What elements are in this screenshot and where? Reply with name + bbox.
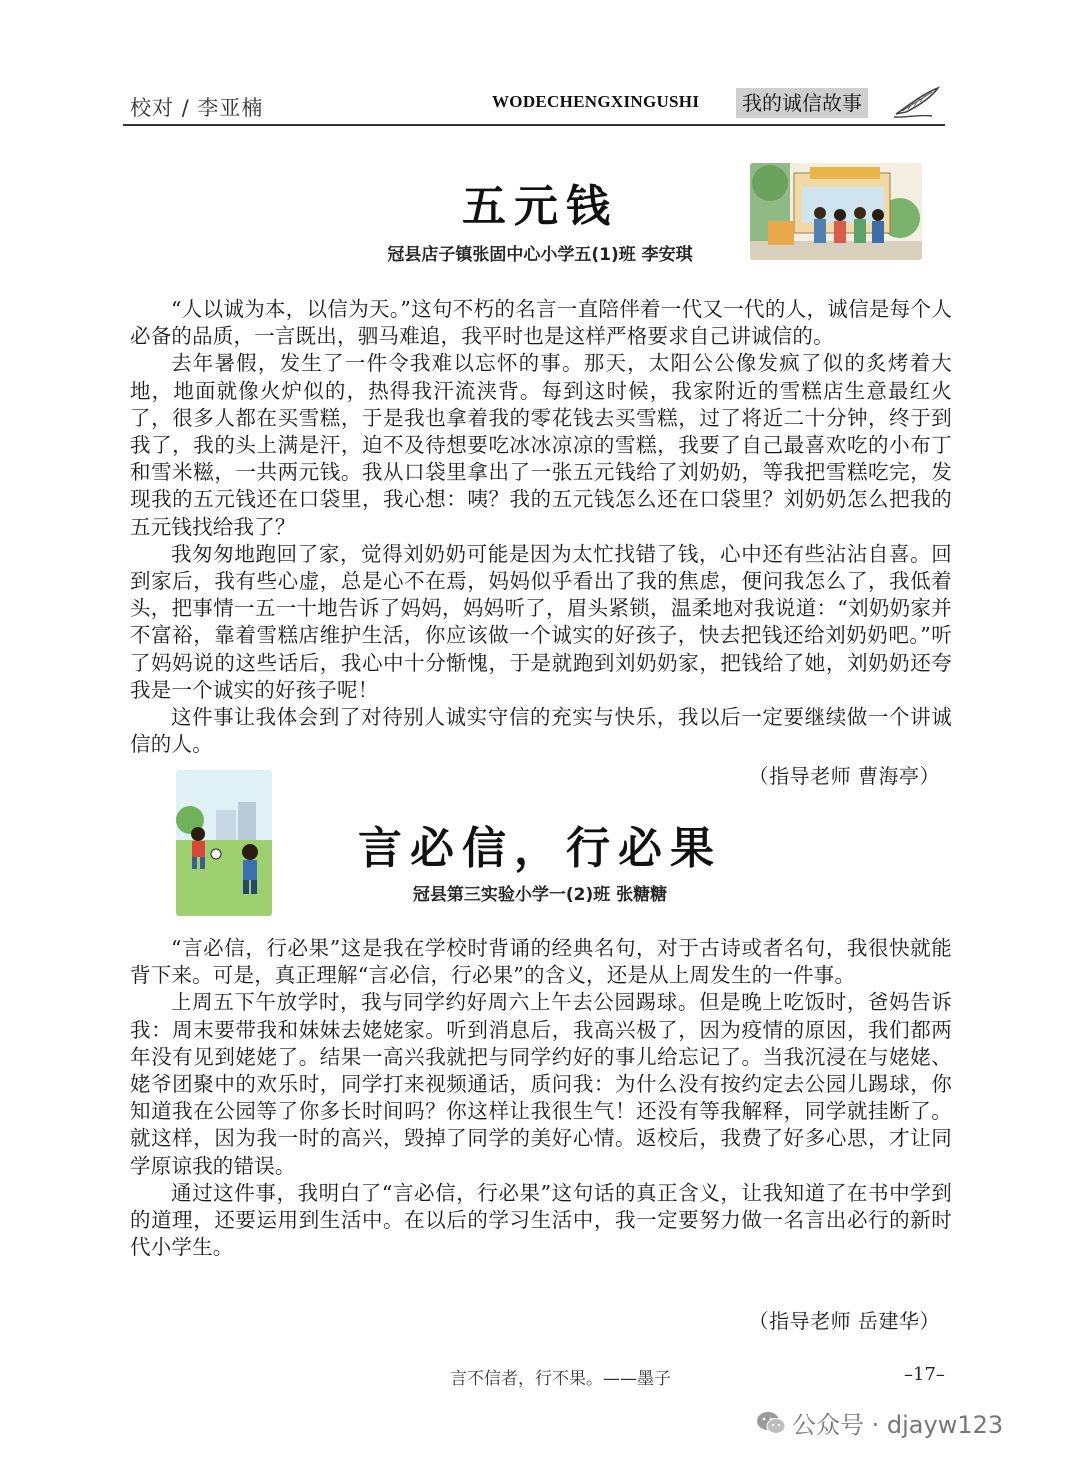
column-pinyin-title: WODECHENGXINGUSHI [492,92,700,111]
article-1-title: 五元钱 [462,181,618,232]
article-2-paragraph: 上周五下午放学时，我与同学约好周六上午去公园踢球。但是晚上吃饭时，爸妈告诉我：周末要带我和妹妹去姥姥家。听到消息后，我高兴极了，因为疫情的原因，我们都两年没有见到姥姥了。结果一高兴我就把与同学约好的事儿给忘记了。当我沉浸在与姥姥、姥爷团聚中的欢乐时，同学打来视频通话，质问我：为什么没有按约定去公园儿踢球，你知道我在公园等了你多长时间吗？你这样让我很生气！还没有等我解释，同学就挂断了。就这样，因为我一时的高兴，毁掉了同学的美好心情。返校后，我费了好多心思，才让同学原谅我的错误。 [130,990,952,1178]
footer-quote: 言不信者，行不果。——墨子 [450,1369,671,1389]
quill-pen-icon [892,84,942,120]
article-1-paragraph: “人以诚为本，以信为天。”这句不朽的名言一直陪伴着一代又一代的人，诚信是每个人必备的品质，一言既出，驷马难追，我平时也是这样严格要求自己讲诚信的。 [130,297,952,349]
watermark [756,1405,1003,1442]
page-number: –17– [904,1364,945,1385]
article-1-byline: 冠县店子镇张固中心小学五(1)班 李安琪 [387,245,693,265]
children-playing-football-illustration [176,770,272,916]
ice-cream-shop-illustration [750,163,922,260]
article-1-paragraph: 我匆匆地跑回了家，觉得刘奶奶可能是因为太忙找错了钱，心中还有些沾沾自喜。回到家后，我有些心虚，总是心不在焉，妈妈似乎看出了我的焦虑，便问我怎么了，我低着头，把事情一五一十地告诉了妈妈，妈妈听了，眉头紧锁，温柔地对我说道：“刘奶奶家并不富裕，靠着雪糕店维护生活，你应该做一个诚实的好孩子，快去把钱还给刘奶奶吧。”听了妈妈说的这些话后，我心中十分惭愧，于是就跑到刘奶奶家，把钱给了她，刘奶奶还夸我是一个诚实的好孩子呢！ [130,541,952,702]
header-rule [123,124,945,126]
article-2-body [130,935,952,1261]
watermark-text: 公众号 · djayw123 [792,1411,1004,1439]
article-2-teacher-credit: （指导老师 岳建华） [748,1309,940,1333]
article-1-teacher-credit: （指导老师 曹海亭） [748,764,940,788]
article-1-paragraph: 这件事让我体会到了对待别人诚实守信的充实与快乐，我以后一定要继续做一个讲诚信的人。 [130,705,952,757]
article-2-paragraph: “言必信，行必果”这是我在学校时背诵的经典名句，对于古诗或者名句，我很快就能背下来。可是，真正理解“言必信，行必果”的含义，还是从上周发生的一件事。 [130,936,952,988]
proofreader-credit: 校对 / 李亚楠 [130,96,264,120]
article-1-paragraph: 去年暑假，发生了一件令我难以忘怀的事。那天，太阳公公像发疯了似的炙烤着大地，地面就像火炉似的，热得我汗流浃背。每到这时候，我家附近的雪糕店生意最红火了，很多人都在买雪糕，于是我也拿着我的零花钱去买雪糕，过了将近二十分钟，终于到我了，我的头上满是汗，迫不及待想要吃冰冰凉凉的雪糕，我要了自己最喜欢吃的小布丁和雪米糍，一共两元钱。我从口袋里拿出了一张五元钱给了刘奶奶，等我把雪糕吃完，发现我的五元钱还在口袋里，我心想：咦？我的五元钱怎么还在口袋里？刘奶奶怎么把我的五元钱找给我了？ [130,351,952,539]
article-2-title: 言必信，行必果 [358,823,722,874]
wechat-icon [756,1410,786,1442]
article-2-paragraph: 通过这件事，我明白了“言必信，行必果”这句话的真正含义，让我知道了在书中学到的道理，还要运用到生活中。在以后的学习生活中，我一定要努力做一名言出必行的新时代小学生。 [130,1180,952,1260]
article-1-body [130,296,952,758]
column-tag: 我的诚信故事 [736,88,868,118]
article-2-byline: 冠县第三实验小学一(2)班 张糖糖 [412,885,668,905]
